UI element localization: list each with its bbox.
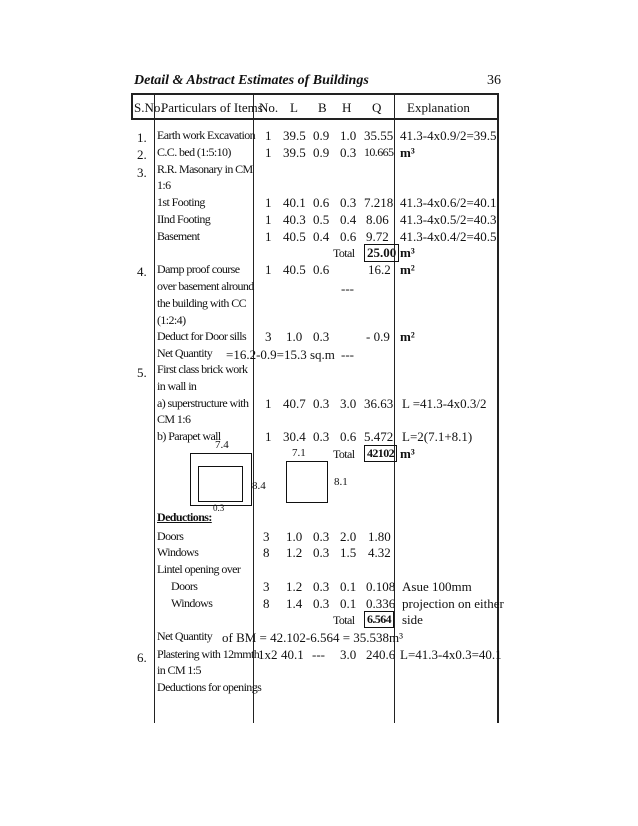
row-h: 0.4: [340, 212, 357, 227]
row-b: ---: [312, 647, 325, 662]
deduction-item: Windows: [157, 545, 199, 559]
row-b: 0.6: [313, 262, 330, 277]
row-l: 40.5: [283, 229, 306, 244]
row-item: Basement: [157, 229, 200, 243]
row-b: 0.3: [313, 429, 330, 444]
row-h: 0.3: [340, 195, 357, 210]
total-label: Total: [333, 246, 355, 260]
deduction-item: Doors: [171, 579, 198, 593]
row-l: 40.7: [283, 396, 306, 411]
deduction-h: 2.0: [340, 529, 357, 544]
row-item: a) superstructure with: [157, 396, 249, 410]
sketch-right-side-dim: 8.1: [334, 476, 348, 488]
row-b: 0.9: [313, 128, 330, 143]
deduction-explanation: projection on either: [402, 596, 504, 611]
row-item: IInd Footing: [157, 212, 211, 226]
deduction-h: 0.1: [340, 596, 357, 611]
total-value: 25.00: [364, 244, 399, 262]
table-right-border: [497, 93, 499, 723]
row-item: in CM 1:5: [157, 663, 201, 677]
col-divider-q: [394, 93, 395, 723]
header-sno: S.No.: [134, 100, 164, 115]
total-value: 42102: [364, 445, 397, 462]
row-explanation: 41.3-4x0.4/2=40.5: [400, 229, 497, 244]
row-no: 1x2: [258, 647, 278, 662]
row-item: 1st Footing: [157, 195, 205, 209]
row-item: Earth work Excavation: [157, 128, 256, 142]
row-b: 0.4: [313, 229, 330, 244]
total-unit: m³: [400, 446, 415, 461]
net-quantity-label: Net Quantity: [157, 629, 213, 643]
row-sno: 6.: [137, 650, 147, 665]
row-h: ---: [341, 281, 354, 296]
sketch-right-box: [286, 461, 328, 503]
header-no: No.: [259, 100, 279, 115]
row-l: 1.0: [286, 329, 303, 344]
row-h: 3.0: [340, 396, 357, 411]
row-h: 0.6: [340, 229, 357, 244]
deduction-h: 0.1: [340, 579, 357, 594]
row-q: 35.55: [364, 128, 394, 143]
row-item: Net Quantity: [157, 346, 213, 360]
header-l: L: [290, 100, 298, 115]
row-q: 7.218: [364, 195, 394, 210]
row-sno: 1.: [137, 130, 147, 145]
row-item: (1:2:4): [157, 313, 186, 327]
row-q: 5.472: [364, 429, 394, 444]
table-top-border: [131, 93, 499, 95]
header-h: H: [342, 100, 352, 115]
row-no: 1: [265, 429, 272, 444]
deduction-item: Doors: [157, 529, 184, 543]
row-item: 1:6: [157, 178, 171, 192]
sketch-left-side-dim: 8.4: [252, 480, 266, 492]
row-h: ---: [341, 347, 354, 362]
row-no: 1: [265, 195, 272, 210]
row-sno: 2.: [137, 147, 147, 162]
deduction-no: 3: [263, 579, 270, 594]
row-q: 36.63: [364, 396, 394, 411]
total-unit: m³: [400, 245, 415, 260]
row-b: 0.5: [313, 212, 330, 227]
deduction-explanation: Asue 100mm: [402, 579, 472, 594]
deduction-l: 1.2: [286, 579, 303, 594]
header-b: B: [318, 100, 327, 115]
deduction-explanation: side: [402, 612, 423, 627]
row-q: 8.06: [366, 212, 389, 227]
row-no: 1: [265, 145, 272, 160]
deduction-no: 8: [263, 545, 270, 560]
deduction-b: 0.3: [313, 596, 330, 611]
row-l: 40.5: [283, 262, 306, 277]
header-bottom-border: [131, 118, 499, 120]
row-no: 3: [265, 329, 272, 344]
row-q: - 0.9: [366, 329, 390, 344]
deduction-item: Lintel opening over: [157, 562, 241, 576]
row-h: 0.3: [340, 145, 357, 160]
header-explanation: Explanation: [407, 100, 470, 115]
page-header-title: Detail & Abstract Estimates of Buildings: [134, 73, 369, 88]
row-item: the building with CC: [157, 296, 247, 310]
row-explanation: L=41.3-4x0.3=40.1: [400, 647, 502, 662]
row-explanation: m²: [400, 329, 415, 344]
total-value: 6.564: [364, 611, 394, 628]
deduction-q: 1.80: [368, 529, 391, 544]
deduction-b: 0.3: [313, 529, 330, 544]
deduction-no: 8: [263, 596, 270, 611]
row-sno: 3.: [137, 165, 147, 180]
row-explanation: m²: [400, 262, 415, 277]
row-h: 1.0: [340, 128, 357, 143]
row-b: 0.9: [313, 145, 330, 160]
sketch-right-top-dim: 7.1: [292, 447, 306, 459]
row-explanation: L =41.3-4x0.3/2: [402, 396, 487, 411]
deduction-no: 3: [263, 529, 270, 544]
row-l: 40.3: [283, 212, 306, 227]
deduction-l: 1.4: [286, 596, 303, 611]
row-q: 10.665: [364, 145, 394, 159]
deductions-heading: Deductions:: [157, 510, 212, 524]
row-sno: 5.: [137, 365, 147, 380]
row-item: over basement alround: [157, 279, 254, 293]
row-item: Damp proof course: [157, 262, 240, 276]
row-item: Plastering with 12mmth: [157, 647, 260, 661]
row-item: First class brick work: [157, 362, 248, 376]
header-particulars: Particulars of Items: [161, 100, 263, 115]
col-divider-sno: [154, 93, 155, 723]
row-no: 1: [265, 262, 272, 277]
table-left-border: [131, 93, 133, 118]
row-no: 1: [265, 229, 272, 244]
page-number: 36: [487, 73, 501, 88]
row-item: R.R. Masonary in CM: [157, 162, 253, 176]
deduction-l: 1.0: [286, 529, 303, 544]
row-explanation: 41.3-4x0.9/2=39.5: [400, 128, 497, 143]
deduction-b: 0.3: [313, 579, 330, 594]
row-q: 240.6: [366, 647, 396, 662]
deduction-l: 1.2: [286, 545, 303, 560]
row-b: 0.3: [313, 329, 330, 344]
deduction-item: Windows: [171, 596, 213, 610]
row-l: 30.4: [283, 429, 306, 444]
sketch-left-inner-dim: 0.3: [213, 503, 225, 513]
row-no: 1: [265, 128, 272, 143]
deduction-q: 0.108: [366, 579, 396, 594]
row-item: in wall in: [157, 379, 197, 393]
row-no: 1: [265, 396, 272, 411]
row-explanation: 41.3-4x0.6/2=40.1: [400, 195, 497, 210]
row-item: b) Parapet wall: [157, 429, 221, 443]
sketch-left-top-dim: 7.4: [215, 439, 229, 451]
row-h: 0.6: [340, 429, 357, 444]
row-no: 1: [265, 212, 272, 227]
row-explanation: 41.3-4x0.5/2=40.3: [400, 212, 497, 227]
deduction-h: 1.5: [340, 545, 357, 560]
row-q: 9.72: [366, 229, 389, 244]
net-calculation: =16.2-0.9=15.3 sq.m: [226, 347, 335, 362]
sketch-left-inner: [198, 466, 243, 502]
row-l: 39.5: [283, 128, 306, 143]
row-l: 40.1: [283, 195, 306, 210]
deduction-b: 0.3: [313, 545, 330, 560]
header-q: Q: [372, 100, 382, 115]
deduction-q: 0.336: [366, 596, 396, 611]
row-sno: 4.: [137, 264, 147, 279]
total-label: Total: [333, 613, 355, 627]
row-item: CM 1:6: [157, 412, 191, 426]
row-explanation: L=2(7.1+8.1): [402, 429, 473, 444]
row-item: Deductions for openings: [157, 680, 262, 694]
row-item: Deduct for Door sills: [157, 329, 247, 343]
deduction-q: 4.32: [368, 545, 391, 560]
total-label: Total: [333, 447, 355, 461]
row-b: 0.3: [313, 396, 330, 411]
row-h: 3.0: [340, 647, 357, 662]
row-explanation: m³: [400, 145, 415, 160]
net-quantity-calc: of BM = 42.102-6.564 = 35.538m³: [222, 630, 404, 645]
row-b: 0.6: [313, 195, 330, 210]
row-item: C.C. bed (1:5:10): [157, 145, 231, 159]
row-l: 40.1: [281, 647, 304, 662]
row-l: 39.5: [283, 145, 306, 160]
row-q: 16.2: [368, 262, 391, 277]
col-divider-item: [253, 93, 254, 723]
